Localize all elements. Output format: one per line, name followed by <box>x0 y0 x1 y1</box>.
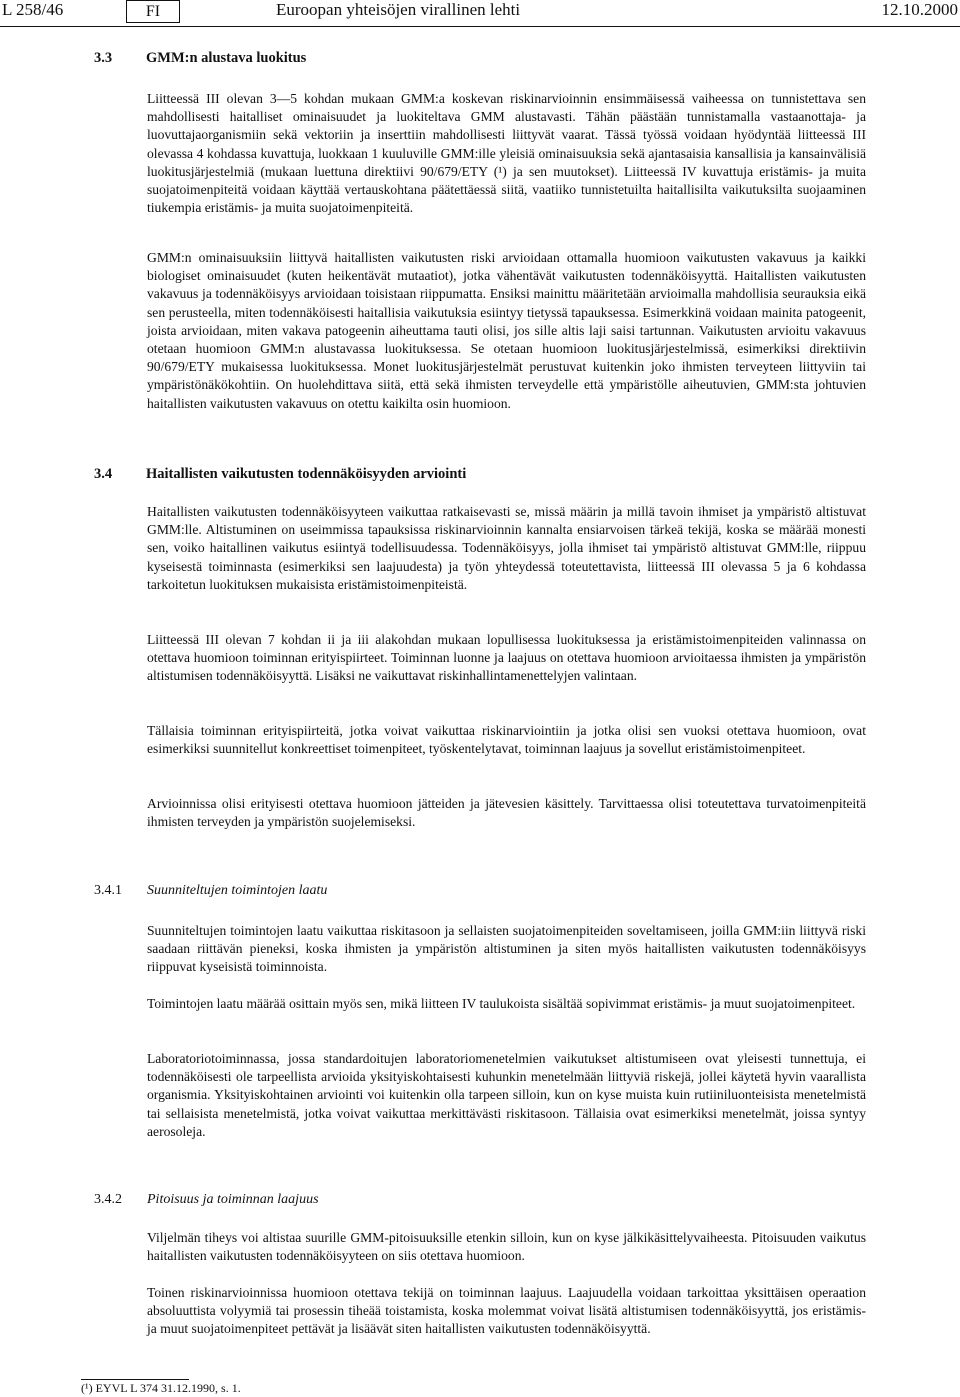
paragraph: Toimintojen laatu määrää osittain myös sen, mikä liitteen IV taulukoista sisältää sopivimmat eristämis- ja muut suojatoimenpiteet. <box>147 996 856 1011</box>
paragraph: Laboratoriotoiminnassa, jossa standardoitujen laboratoriomenetelmien vaikutukset altistumiseen ovat yleisesti tunnettuja, ei todennäköisesti ole tarpeellista arvioida yksityiskohtaisesti kuhunkin menetelmään liittyviä riskejä, jollei käytetä hyvin vaarallista organismia. Yksityiskohtainen arviointi voi kuitenkin olla tarpeen silloin, kun on kyse muista kuin rutiiniluonteisista menetelmistä tai sellaisista menetelmistä, jotka voivat vaikuttaa merkittävästi riskitasoon. Tällaisia ovat esimerkiksi menetelmät, joissa syntyy aerosoleja. <box>147 1051 866 1139</box>
header-rule <box>0 26 960 27</box>
paragraph: Arvioinnissa olisi erityisesti otettava huomioon jätteiden ja jätevesien käsittely. Tarvittaessa olisi toteutettava turvatoimenpiteitä ihmisten terveyden ja ympäristön suojelemiseksi. <box>147 796 866 830</box>
paragraph: Haitallisten vaikutusten todennäköisyyteen vaikuttaa ratkaisevasti se, missä määrin ja millä tavoin ihmiset ja ympäristö altistuvat GMM:lle. Altistuminen on useimmissa tapauksissa riskinarvioinnin kannalta ensiarvoisen tärkeä tekijä, koska se määrää monesti sen, voiko haitallinen vaikutus esiintyä todellisuudessa. Todennäköisyys, jolla ihmiset tai ympäristö altistuvat GMM:lle, riippuu kyseisestä toiminnasta (esimerkiksi sen laajuudesta) ja työn yhteydessä toteutettavista, liitteessä III olevassa 5 ja 6 kohdassa tarkoitetun luokituksen mukaisista eristämistoimenpiteistä. <box>147 504 866 592</box>
footnote-rule <box>81 1379 189 1380</box>
subsection-title: Suunniteltujen toimintojen laatu <box>147 883 328 898</box>
paragraph: Liitteessä III olevan 3—5 kohdan mukaan GMM:a koskevan riskinarvioinnin ensimmäisessä vaiheessa on tunnistettava sen mahdollisesti haitalliset ominaisuudet ja luokiteltava GMM alustavasti. Tähän päästään tunnistamalla vastaanottaja- ja luovuttajaorganismiin sekä vektoriin ja inserttiin mahdollisesti liittyvät vaarat. Tässä työssä voidaan hyödyntää liitteessä III olevassa 4 kohdassa kuvattuja, luokkaan 1 kuuluville GMM:ille yleisiä ominaisuuksia sekä ajantasaisia kansallisia ja kansainvälisiä luokitusjärjestelmiä (mukaan luettuna direktiivi 90/679/ETY (¹) ja sen muutokset). Liitteessä IV kuvattuja eristämis- ja muita suojatoimenpiteitä voidaan käyttää vertauskohtana päätettäessä siitä, vaatiiko tunnistetuilta haitallisilta vaikutuksilta suojaaminen tiukempia eristämis- ja muita suojatoimenpiteitä. <box>147 91 866 216</box>
paragraph: Viljelmän tiheys voi altistaa suurille GMM-pitoisuuksille etenkin silloin, kun on kyse jälkikäsittelyvaiheesta. Pitoisuuden vaikutus haitallisten vaikutusten todennäköisyyteen on siis otettava huomioon. <box>147 1230 866 1264</box>
publication-date: 12.10.2000 <box>881 0 958 19</box>
page-header <box>0 0 960 26</box>
journal-title: Euroopan yhteisöjen virallinen lehti <box>276 0 521 19</box>
paragraph: Liitteessä III olevan 7 kohdan ii ja iii alakohdan mukaan lopullisessa luokituksessa ja eristämistoimenpiteiden valinnassa on otettava huomioon toiminnan erityispiirteet. Toiminnan luonne ja laajuus on otettava huomioon arvioitaessa ihmisten ja ympäristön altistumisen todennäköisyyttä. Lisäksi ne vaikuttavat riskinhallintamenettelyjen valintaan. <box>147 632 866 684</box>
subsection-title: Pitoisuus ja toiminnan laajuus <box>147 1192 319 1207</box>
paragraph: Toinen riskinarvioinnissa huomioon otettava tekijä on toiminnan laajuus. Laajuudella voidaan tarkoittaa yksittäisen operaation absoluuttista volyymiä tai prosessin tiheää toistamista, koska molemmat voivat lisätä altistumisen todennäköisyyttä, jos eristämis- ja muut suojatoimenpiteet pettävät ja lisäävät siten haitallisten vaikutusten todennäköisyyttä. <box>147 1285 866 1337</box>
paragraph: GMM:n ominaisuuksiin liittyvä haitallisten vaikutusten riski arvioidaan ottamalla huomioon vaikutusten vakavuus ja kaikki biologiset ominaisuudet (kuten heikentävät mutaatiot), jotka vähentävät vaikutusten todennäköisyyttä. Haitallisten vaikutusten vakavuus ja todennäköisyys arvioidaan toisistaan riippumatta. Ensiksi mainittu määritetään arvioimalla mahdollisia seurauksia eikä sen perusteella, miten todennäköisesti haitallisia vaikutuksia esiintyy tietyssä tapauksessa. Esimerkkinä voidaan mainita patogeenit, joista arvioidaan, miten vakava patogeenin aiheuttama tauti olisi, jos sille altis laji saisi tartunnan. Vaikutusten arvioitu vakavuus otetaan huomioon GMM:n alustavassa luokituksessa. Se otetaan huomioon luokitusjärjestelmissä, esimerkiksi direktiivin 90/679/ETY mukaisessa luokituksessa. Monet luokitusjärjestelmät perustuvat kuitenkin joko ihmisten terveyteen liittyviin tai ympäristönäkökohtiin. On huolehdittava siitä, että sekä ihmisten terveydelle että ympäristölle aiheutuvien, GMM:sta johtuvien haitallisten vaikutusten vakavuus on otettu kaikilta osin huomioon. <box>147 250 866 411</box>
page-reference: L 258/46 <box>2 0 64 19</box>
subsection-number: 3.4.2 <box>94 1192 122 1207</box>
subsection-number: 3.4.1 <box>94 883 122 898</box>
section-number: 3.3 <box>94 50 113 66</box>
paragraph: Suunniteltujen toimintojen laatu vaikuttaa riskitasoon ja sellaisten suojatoimenpiteiden soveltamiseen, joilla GMM:iin liittyvä riski saadaan riittävän pieneksi, koska ihmisten ja ympäristön altistuminen ja siten myös haitallisten vaikutusten todennäköisyys riippuvat kyseisistä toiminnoista. <box>147 923 866 975</box>
section-number: 3.4 <box>94 466 113 482</box>
section-title: Haitallisten vaikutusten todennäköisyyden arviointi <box>146 466 467 482</box>
section-title: GMM:n alustava luokitus <box>146 50 307 66</box>
paragraph: Tällaisia toiminnan erityispiirteitä, jotka voivat vaikuttaa riskinarviointiin ja jotka olisi sen vuoksi otettava huomioon, ovat esimerkiksi suunnitellut konkreettiset toimenpiteet, työskentelytavat, toiminnan laajuus ja sovellut eristämistoimenpiteet. <box>147 723 866 757</box>
footnote: (¹) EYVL L 374 31.12.1990, s. 1. <box>81 1381 241 1395</box>
language-box: FI <box>126 0 180 23</box>
